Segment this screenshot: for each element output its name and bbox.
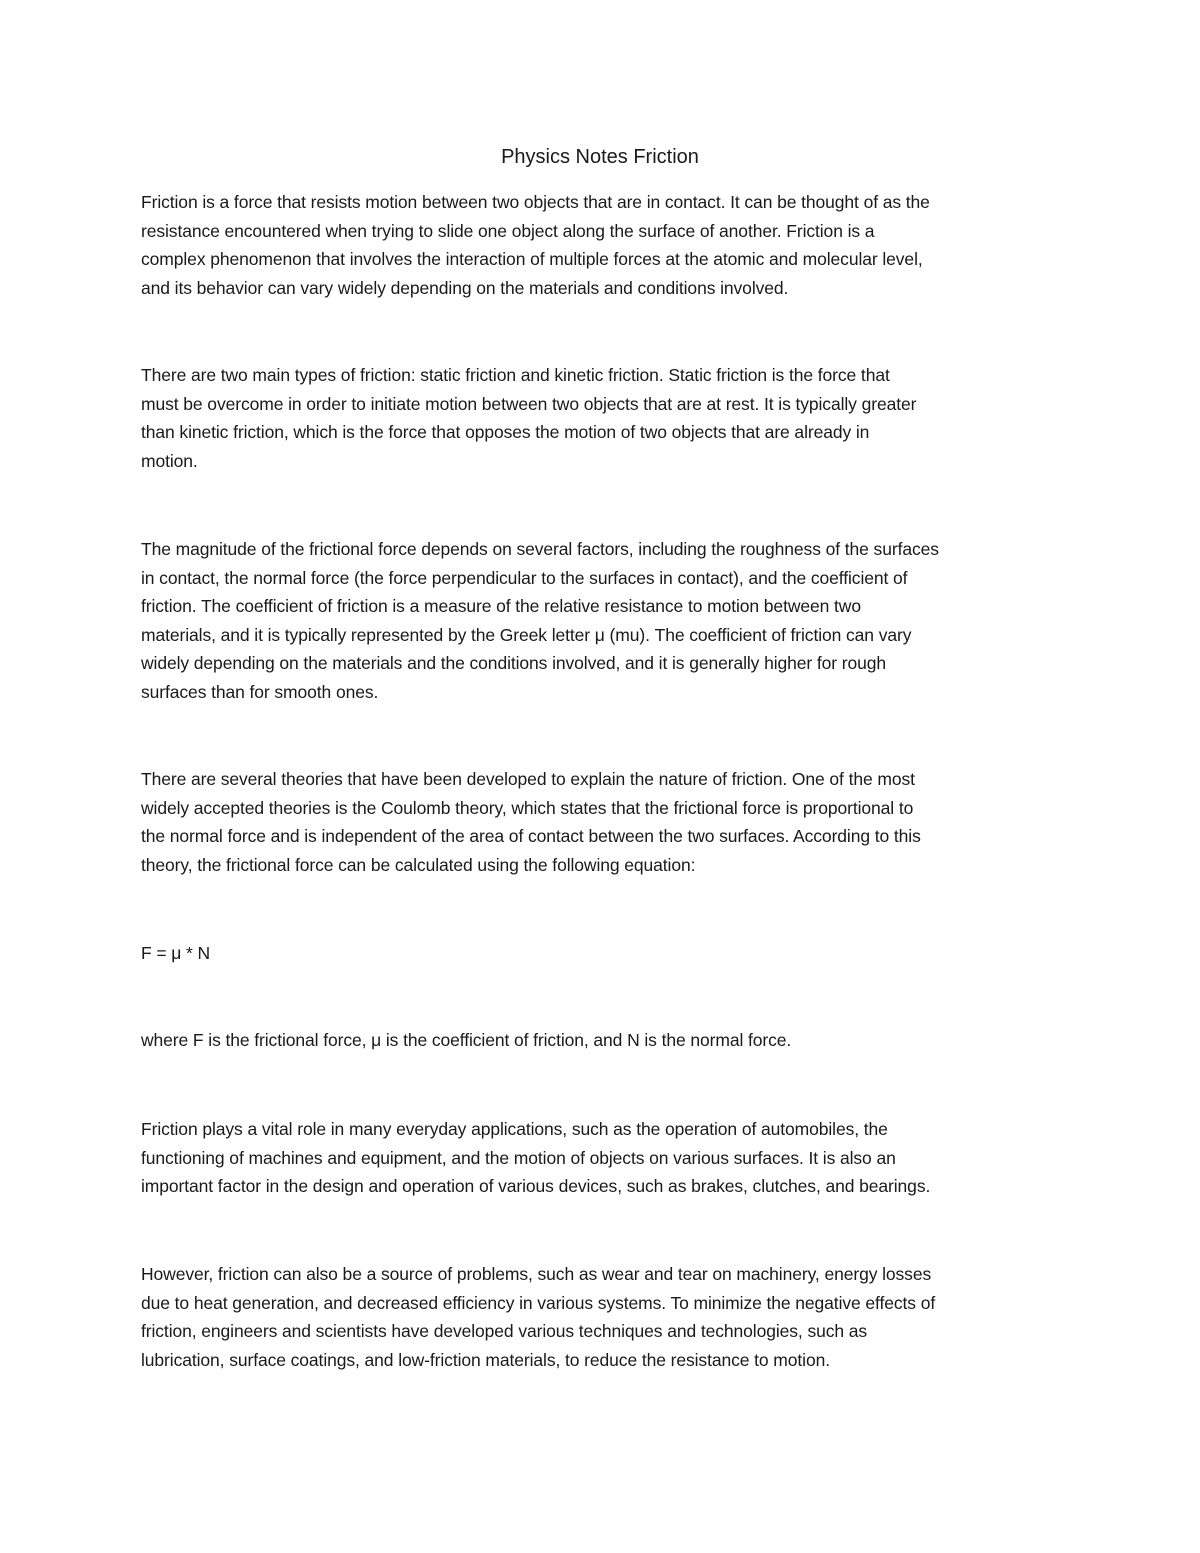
paragraph-types (141, 361, 1066, 475)
text-line: important factor in the design and operation of various devices, such as brakes, clutches, and bearings. (141, 1176, 931, 1197)
text-line: where F is the frictional force, μ is the coefficient of friction, and N is the normal force. (141, 1030, 792, 1050)
paragraph-definition (141, 188, 1066, 302)
text-line: and its behavior can vary widely depending on the materials and conditions involved. (141, 277, 789, 298)
equation (141, 939, 1066, 968)
text-line: in contact, the normal force (the force perpendicular to the surfaces in contact), and the coefficient of (141, 567, 908, 588)
text-line: There are several theories that have been developed to explain the nature of friction. One of the most (141, 769, 915, 789)
paragraph-theories (141, 765, 1066, 879)
text-line: Friction plays a vital role in many everyday applications, such as the operation of automobiles, the (141, 1119, 888, 1139)
text-line: than kinetic friction, which is the force that opposes the motion of two objects that are already in (141, 422, 870, 443)
text-line: due to heat generation, and decreased efficiency in various systems. To minimize the negative effects of (141, 1292, 936, 1313)
paragraph-magnitude (141, 535, 1066, 707)
text-line: motion. (141, 450, 198, 471)
text-line: There are two main types of friction: static friction and kinetic friction. Static friction is the force that (141, 365, 890, 385)
text-line: must be overcome in order to initiate motion between two objects that are at rest. It is typically greater (141, 393, 917, 414)
text-line: The magnitude of the frictional force depends on several factors, including the roughness of the surfaces (141, 539, 939, 559)
text-line: surfaces than for smooth ones. (141, 681, 379, 702)
paragraph-applications (141, 1115, 1066, 1201)
equation-line: F = μ * N (141, 943, 210, 963)
text-line: lubrication, surface coatings, and low-friction materials, to reduce the resistance to motion. (141, 1349, 830, 1370)
text-line: widely accepted theories is the Coulomb theory, which states that the frictional force is proportional to (141, 797, 914, 818)
text-line: complex phenomenon that involves the interaction of multiple forces at the atomic and molecular level, (141, 249, 923, 270)
text-line: theory, the frictional force can be calculated using the following equation: (141, 854, 696, 875)
paragraph-equation-legend (141, 1026, 1066, 1055)
text-line: Friction is a force that resists motion between two objects that are in contact. It can be thought of as the (141, 192, 930, 212)
text-line: materials, and it is typically represented by the Greek letter μ (mu). The coefficient of friction can vary (141, 624, 912, 645)
text-line: widely depending on the materials and the conditions involved, and it is generally higher for rough (141, 653, 887, 674)
text-line: resistance encountered when trying to slide one object along the surface of another. Friction is a (141, 220, 875, 241)
text-line: functioning of machines and equipment, and the motion of objects on various surfaces. It is also an (141, 1147, 896, 1168)
text-line: friction, engineers and scientists have developed various techniques and technologies, such as (141, 1321, 868, 1342)
text-line: the normal force and is independent of the area of contact between the two surfaces. According to this (141, 826, 921, 847)
text-line: However, friction can also be a source of problems, such as wear and tear on machinery, energy losses (141, 1264, 932, 1284)
document-title: Physics Notes Friction (501, 146, 699, 168)
paragraph-problems (141, 1260, 1066, 1374)
text-line: friction. The coefficient of friction is a measure of the relative resistance to motion between two (141, 596, 861, 617)
